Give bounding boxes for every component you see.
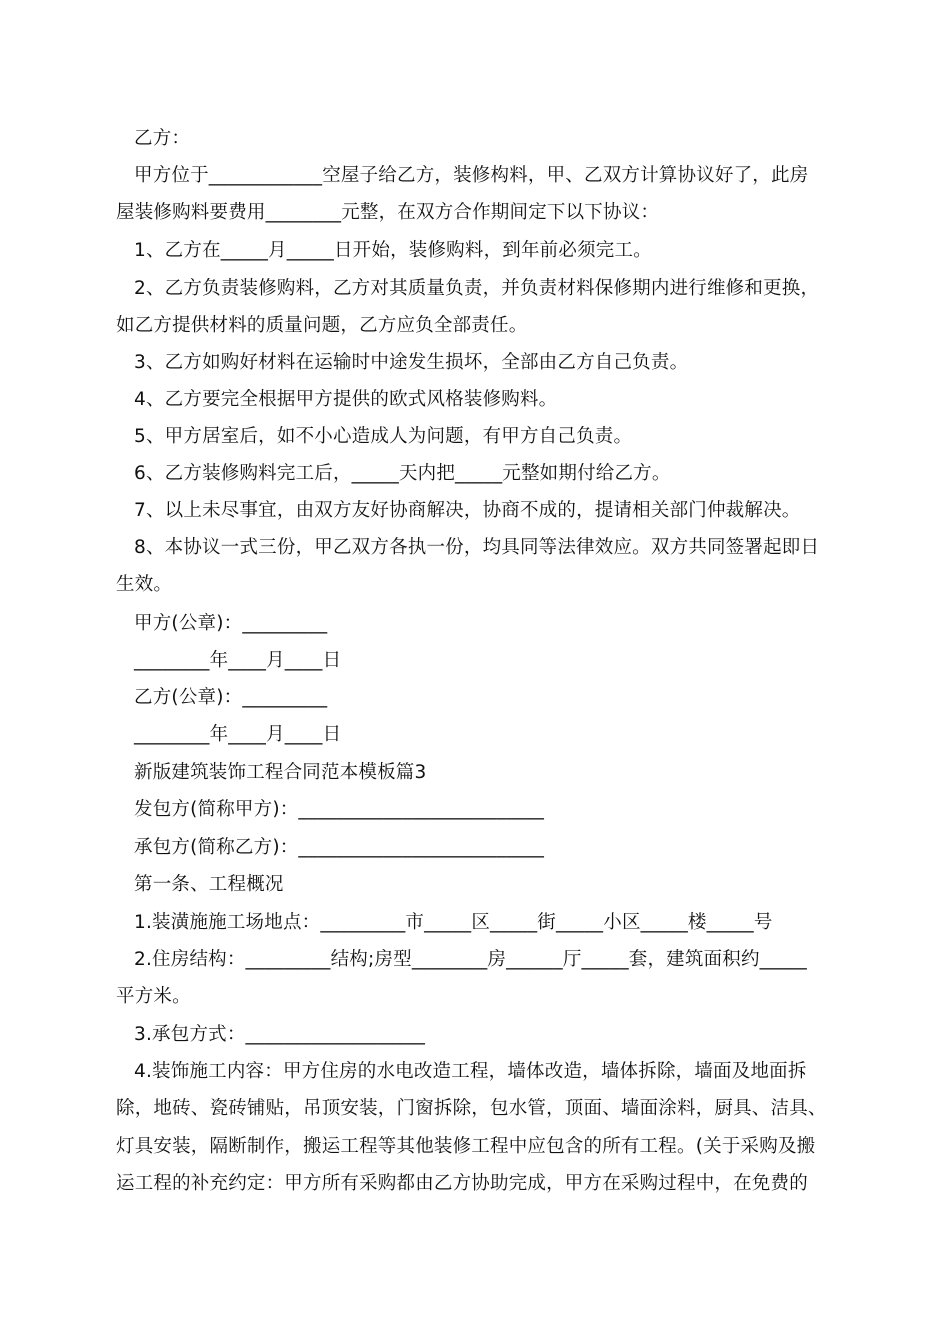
clause-heading: 第一条、工程概况 <box>134 874 284 895</box>
text-line: 7、以上未尽事宜，由双方友好协商解决，协商不成的，提请相关部门仲裁解决。 <box>134 500 801 521</box>
text-line: 6、乙方装修购料完工后，_____天内把_____元整如期付给乙方。 <box>134 463 671 484</box>
signature-line: 甲方(公章)：_________ <box>134 613 328 634</box>
signature-line: 乙方(公章)：_________ <box>134 687 328 708</box>
text-line: 甲方位于____________空屋子给乙方，装修构料，甲、乙双方计算协议好了，此房 <box>134 165 809 186</box>
text-line: 5、甲方居室后，如不小心造成人为问题，有甲方自己负责。 <box>134 426 633 447</box>
text-line: 运工程的补充约定：甲方所有采购都由乙方协助完成，甲方在采购过程中，在免费的 <box>116 1173 808 1194</box>
text-line: 8、本协议一式三份，甲乙双方各执一份，均具同等法律效应。双方共同签署起即日 <box>134 537 820 558</box>
text-line: 乙方： <box>134 128 191 149</box>
text-line: 屋装修购料要费用________元整，在双方合作期间定下以下协议： <box>116 202 660 223</box>
text-line: 3、乙方如购好材料在运输时中途发生损坏，全部由乙方自己负责。 <box>134 352 689 373</box>
text-line: 发包方(简称甲方)：__________________________ <box>134 799 545 820</box>
text-line: 4.装饰施工内容：甲方住房的水电改造工程，墙体改造，墙体拆除，墙面及地面拆 <box>134 1061 807 1082</box>
text-line: 平方米。 <box>116 986 191 1007</box>
text-line: 1.装潢施施工场地点：_________市_____区_____街_____小区_____楼_____号 <box>134 912 773 933</box>
text-line: 1、乙方在_____月_____日开始，装修购料，到年前必须完工。 <box>134 240 652 261</box>
text-line: 生效。 <box>116 574 173 595</box>
text-line: 2、乙方负责装修购料，乙方对其质量负责，并负责材料保修期内进行维修和更换， <box>134 278 820 299</box>
date-line: ________年____月____日 <box>134 650 342 671</box>
text-line: 3.承包方式：___________________ <box>134 1024 426 1045</box>
text-line: 4、乙方要完全根据甲方提供的欧式风格装修购料。 <box>134 389 558 410</box>
text-line: 如乙方提供材料的质量问题，乙方应负全部责任。 <box>116 315 528 336</box>
text-line: 除，地砖、瓷砖铺贴，吊顶安装，门窗拆除，包水管，顶面、墙面涂料，厨具、洁具、 <box>116 1098 827 1119</box>
text-line: 灯具安装，隔断制作，搬运工程等其他装修工程中应包含的所有工程。(关于采购及搬 <box>116 1136 816 1157</box>
text-line: 2.住房结构：_________结构;房型________房______厅_____套，建筑面积约_____ <box>134 949 807 970</box>
text-line: 承包方(简称乙方)：__________________________ <box>134 837 545 858</box>
date-line: ________年____月____日 <box>134 724 342 745</box>
section-title: 新版建筑装饰工程合同范本模板篇3 <box>134 762 427 783</box>
